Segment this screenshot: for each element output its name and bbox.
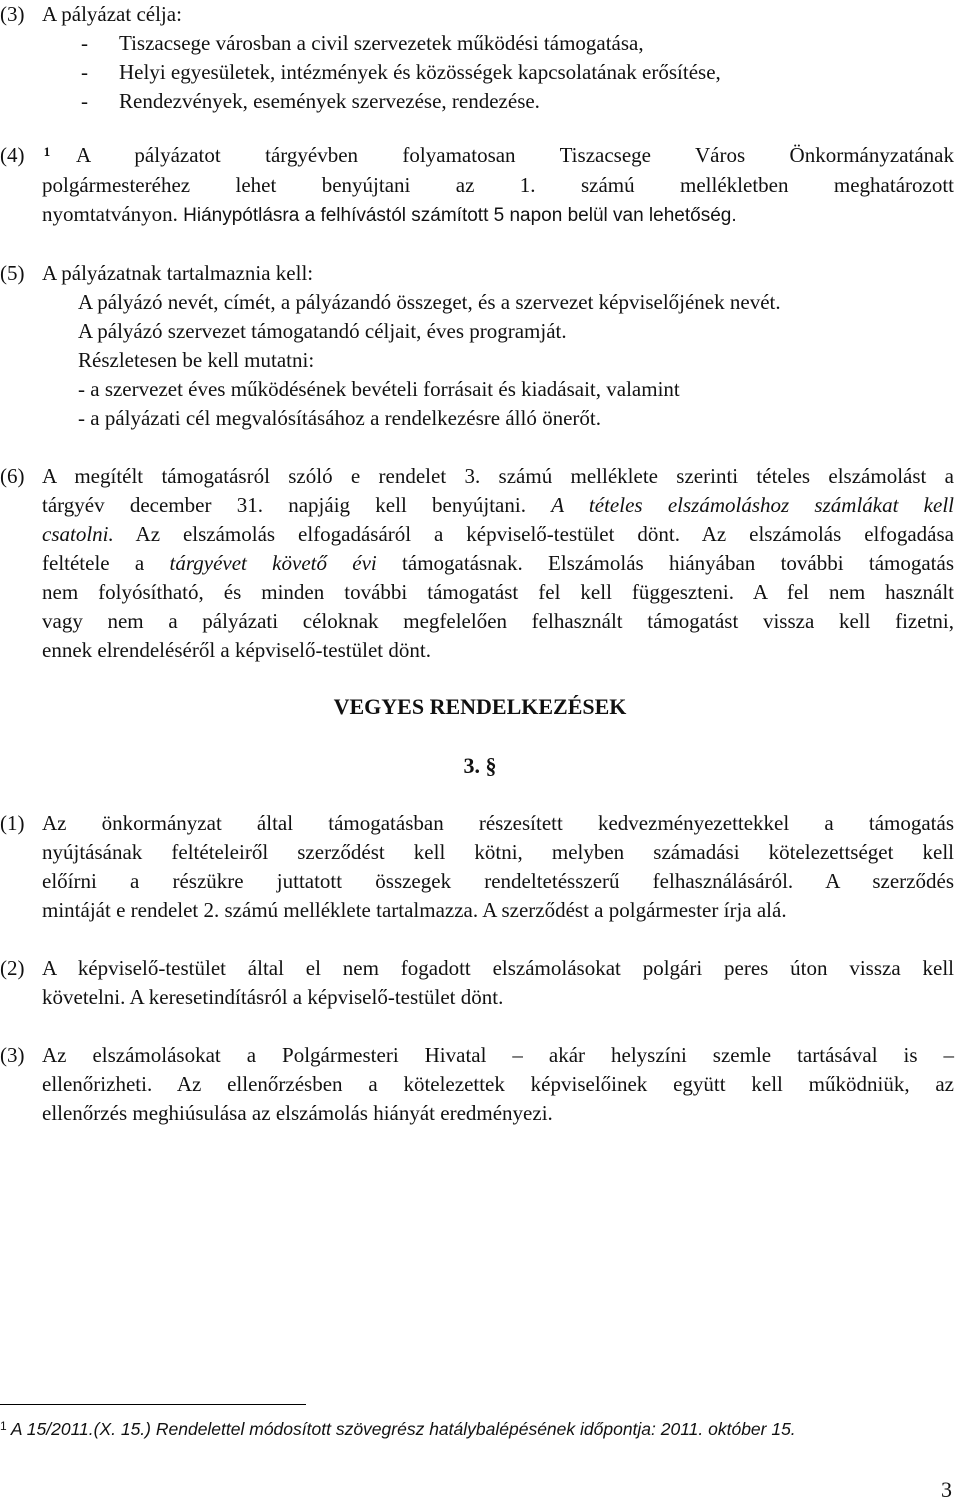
sec-para1-line: előírni a részükre juttatott összegek rendeltetésszerű felhasználásáról. A szerződés (42, 869, 954, 893)
para5-line: A pályázó szervezet támogatandó céljait, éves programját. (78, 319, 567, 343)
para5-label: (5) (0, 261, 25, 285)
footnote (0, 1412, 796, 1445)
sec-para2-label: (2) (0, 956, 25, 980)
sec-para1-label: (1) (0, 811, 25, 835)
para6-line (42, 491, 954, 521)
list-dash: - (81, 89, 88, 113)
para5-line: Részletesen be kell mutatni: (78, 348, 315, 372)
para4-text: nyomtatványon. (42, 202, 178, 226)
para5-title: A pályázatnak tartalmaznia kell: (42, 261, 314, 285)
section-number: 3. § (463, 753, 497, 778)
para6-italic-text: A tételes elszámoláshoz számlákat kell (551, 493, 954, 517)
para6-italic-text: tárgyévet követő évi (169, 551, 377, 575)
para4-line: polgármesteréhez lehet benyújtani az 1. számú mellékletben meghatározott (42, 173, 954, 197)
list-item: Rendezvények, események szervezése, rendezése. (119, 89, 540, 113)
para3-label: (3) (0, 2, 25, 26)
para6-line: ennek elrendeléséről a képviselő-testület dönt. (42, 638, 431, 662)
para4-line (42, 200, 737, 231)
page-number: 3 (941, 1477, 952, 1502)
para6-line (42, 549, 954, 579)
footnote-text: A 15/2011.(X. 15.) Rendelettel módosított szövegrész hatálybalépésének időpontja: 2011. október 15. (10, 1419, 796, 1439)
para4-line: A pályázatot tárgyévben folyamatosan Tiszacsege Város Önkormányzatának (76, 143, 954, 167)
section-title: VEGYES RENDELKEZÉSEK (333, 694, 627, 719)
footnote-ref: ¹ (44, 143, 51, 167)
para6-text: tárgyév december 31. napjáig kell benyújtani. (42, 493, 526, 517)
sec-para1-line: mintáját e rendelet 2. számú melléklete tartalmazza. A szerződést a polgármester írja alá. (42, 898, 787, 922)
sec-para3-label: (3) (0, 1043, 25, 1067)
para5-line: - a pályázati cél megvalósításához a rendelkezésre álló önerőt. (78, 406, 601, 430)
sec-para3-line: Az elszámolásokat a Polgármesteri Hivatal – akár helyszíni szemle tartásával is – (42, 1043, 954, 1067)
para6-text: feltétele a (42, 551, 145, 575)
sec-para2-line: A képviselő-testület által el nem fogadott elszámolásokat polgári peres úton vissza kell (42, 956, 954, 980)
para4-amended-text: Hiánypótlásra a felhívástól számított 5 napon belül van lehetőség. (183, 205, 737, 226)
para5-line: - a szervezet éves működésének bevételi forrásait és kiadásait, valamint (78, 377, 680, 401)
list-dash: - (81, 31, 88, 55)
sec-para3-line: ellenőrizheti. Az ellenőrzésben a kötelezettek képviselőinek együtt kell működniük, az (42, 1072, 954, 1096)
para6-line: nem folyósítható, és minden további támogatást fel kell függeszteni. A fel nem használt (42, 580, 954, 604)
para6-line (42, 520, 954, 550)
para5-line: A pályázó nevét, címét, a pályázandó összeget, és a szervezet képviselőjének nevét. (78, 290, 781, 314)
para6-text: Az elszámolás elfogadásáról a képviselő-testület dönt. Az elszámolás elfogadása (135, 522, 954, 546)
sec-para1-line: Az önkormányzat által támogatásban részesített kedvezményezettekkel a támogatás (42, 811, 954, 835)
para4-label: (4) (0, 143, 25, 167)
para6-line: A megítélt támogatásról szóló e rendelet 3. számú melléklete szerinti tételes elszámolást a (42, 464, 954, 488)
para6-line: vagy nem a pályázati céloknak megfelelően felhasznált támogatást vissza kell fizetni, (42, 609, 954, 633)
sec-para1-line: nyújtásának feltételeiről szerződést kell kötni, melyben számadási kötelezettséget kell (42, 840, 954, 864)
para6-italic-text: csatolni. (42, 522, 114, 546)
list-dash: - (81, 60, 88, 84)
sec-para2-line: követelni. A keresetindításról a képviselő-testület dönt. (42, 985, 504, 1009)
list-item: Tiszacsege városban a civil szervezetek működési támogatása, (119, 31, 644, 55)
list-item: Helyi egyesületek, intézmények és közösségek kapcsolatának erősítése, (119, 60, 721, 84)
para6-label: (6) (0, 464, 25, 488)
para3-title: A pályázat célja: (42, 2, 182, 26)
footnote-mark: 1 (0, 1419, 7, 1433)
sec-para3-line: ellenőrzés meghiúsulása az elszámolás hiányát eredményezi. (42, 1101, 553, 1125)
footnote-divider (0, 1404, 306, 1405)
para6-text: támogatásnak. Elszámolás hiányában további támogatás (402, 551, 954, 575)
